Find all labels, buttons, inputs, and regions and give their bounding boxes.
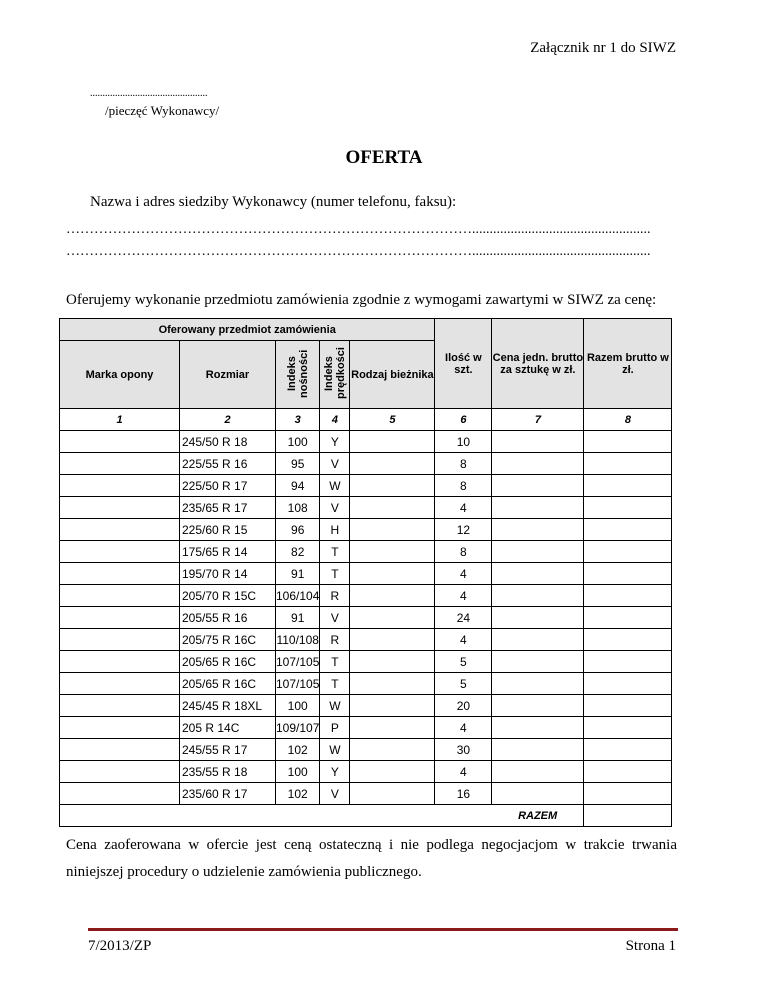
qty-cell: 20 bbox=[435, 695, 492, 717]
tread-cell[interactable] bbox=[350, 475, 435, 497]
row-total-cell[interactable] bbox=[584, 541, 672, 563]
annex-label: Załącznik nr 1 do SIWZ bbox=[530, 40, 676, 56]
speed-index-cell: R bbox=[320, 629, 350, 651]
unit-price-cell[interactable] bbox=[492, 453, 584, 475]
unit-price-cell[interactable] bbox=[492, 563, 584, 585]
row-total-cell[interactable] bbox=[584, 629, 672, 651]
speed-index-cell: W bbox=[320, 475, 350, 497]
col-header-unit-price: Cena jedn. brutto za sztukę w zł. bbox=[492, 319, 584, 409]
tread-cell[interactable] bbox=[350, 695, 435, 717]
size-cell: 225/55 R 16 bbox=[180, 453, 276, 475]
total-label: RAZEM bbox=[492, 805, 584, 827]
row-total-cell[interactable] bbox=[584, 761, 672, 783]
qty-cell: 4 bbox=[435, 563, 492, 585]
load-index-cell: 107/105 bbox=[276, 673, 320, 695]
brand-cell[interactable] bbox=[60, 695, 180, 717]
total-row bbox=[60, 805, 672, 827]
column-numbers-row bbox=[60, 409, 672, 431]
col-number: 4 bbox=[320, 409, 350, 431]
brand-cell[interactable] bbox=[60, 783, 180, 805]
unit-price-cell[interactable] bbox=[492, 717, 584, 739]
col-header-total: Razem brutto w zł. bbox=[584, 319, 672, 409]
col-header-size: Rozmiar bbox=[180, 341, 276, 409]
load-index-cell: 95 bbox=[276, 453, 320, 475]
size-cell: 195/70 R 14 bbox=[180, 563, 276, 585]
size-cell: 205 R 14C bbox=[180, 717, 276, 739]
brand-cell[interactable] bbox=[60, 563, 180, 585]
tread-cell[interactable] bbox=[350, 519, 435, 541]
qty-cell: 5 bbox=[435, 673, 492, 695]
speed-index-cell: W bbox=[320, 695, 350, 717]
table-row bbox=[60, 629, 672, 651]
col-number: 7 bbox=[492, 409, 584, 431]
brand-cell[interactable] bbox=[60, 651, 180, 673]
offer-intro: Oferujemy wykonanie przedmiotu zamówienia zgodnie z wymogami zawartymi w SIWZ za cenę: bbox=[66, 292, 657, 308]
group-header: Oferowany przedmiot zamówienia bbox=[60, 319, 435, 341]
table-row bbox=[60, 651, 672, 673]
load-index-cell: 100 bbox=[276, 431, 320, 453]
size-cell: 235/55 R 18 bbox=[180, 761, 276, 783]
size-cell: 245/45 R 18XL bbox=[180, 695, 276, 717]
brand-cell[interactable] bbox=[60, 431, 180, 453]
row-total-cell[interactable] bbox=[584, 475, 672, 497]
speed-index-cell: R bbox=[320, 585, 350, 607]
row-total-cell[interactable] bbox=[584, 563, 672, 585]
unit-price-cell[interactable] bbox=[492, 783, 584, 805]
load-index-cell: 100 bbox=[276, 695, 320, 717]
load-index-cell: 94 bbox=[276, 475, 320, 497]
size-cell: 175/65 R 14 bbox=[180, 541, 276, 563]
col-header-brand: Marka opony bbox=[60, 341, 180, 409]
size-cell: 205/55 R 16 bbox=[180, 607, 276, 629]
qty-cell: 24 bbox=[435, 607, 492, 629]
row-total-cell[interactable] bbox=[584, 717, 672, 739]
unit-price-cell[interactable] bbox=[492, 739, 584, 761]
table-row bbox=[60, 519, 672, 541]
brand-cell[interactable] bbox=[60, 519, 180, 541]
load-index-cell: 106/104 bbox=[276, 585, 320, 607]
size-cell: 225/60 R 15 bbox=[180, 519, 276, 541]
size-cell: 245/55 R 17 bbox=[180, 739, 276, 761]
col-header-speed-index: Indeks prędkości bbox=[320, 341, 350, 409]
speed-index-cell: W bbox=[320, 739, 350, 761]
qty-cell: 30 bbox=[435, 739, 492, 761]
load-index-cell: 102 bbox=[276, 739, 320, 761]
load-index-cell: 109/107 bbox=[276, 717, 320, 739]
table-row bbox=[60, 497, 672, 519]
table-row bbox=[60, 453, 672, 475]
qty-cell: 8 bbox=[435, 475, 492, 497]
speed-index-cell: T bbox=[320, 541, 350, 563]
load-index-cell: 100 bbox=[276, 761, 320, 783]
col-number: 3 bbox=[276, 409, 320, 431]
page-title: OFERTA bbox=[345, 147, 423, 168]
stamp-dots: ............................................... bbox=[90, 88, 208, 99]
col-number: 8 bbox=[584, 409, 672, 431]
row-total-cell[interactable] bbox=[584, 739, 672, 761]
tread-cell[interactable] bbox=[350, 783, 435, 805]
qty-cell: 4 bbox=[435, 497, 492, 519]
row-total-cell[interactable] bbox=[584, 453, 672, 475]
brand-cell[interactable] bbox=[60, 761, 180, 783]
table-row bbox=[60, 783, 672, 805]
table-row bbox=[60, 673, 672, 695]
size-cell: 205/65 R 16C bbox=[180, 673, 276, 695]
row-total-cell[interactable] bbox=[584, 497, 672, 519]
tread-cell[interactable] bbox=[350, 453, 435, 475]
col-number: 5 bbox=[350, 409, 435, 431]
col-header-load-index: Indeks nośności bbox=[276, 341, 320, 409]
contractor-label: Nazwa i adres siedziby Wykonawcy (numer telefonu, faksu): bbox=[90, 194, 457, 210]
load-index-cell: 102 bbox=[276, 783, 320, 805]
brand-cell[interactable] bbox=[60, 739, 180, 761]
offer-table bbox=[59, 318, 672, 827]
brand-cell[interactable] bbox=[60, 629, 180, 651]
speed-index-cell: T bbox=[320, 563, 350, 585]
tread-cell[interactable] bbox=[350, 761, 435, 783]
col-header-qty: Ilość w szt. bbox=[435, 319, 492, 409]
row-total-cell[interactable] bbox=[584, 585, 672, 607]
qty-cell: 5 bbox=[435, 651, 492, 673]
load-index-cell: 82 bbox=[276, 541, 320, 563]
size-cell: 205/75 R 16C bbox=[180, 629, 276, 651]
unit-price-cell[interactable] bbox=[492, 541, 584, 563]
load-index-cell: 91 bbox=[276, 607, 320, 629]
size-cell: 205/65 R 16C bbox=[180, 651, 276, 673]
row-total-cell[interactable] bbox=[584, 607, 672, 629]
tread-cell[interactable] bbox=[350, 673, 435, 695]
brand-cell[interactable] bbox=[60, 453, 180, 475]
table-row bbox=[60, 563, 672, 585]
brand-cell[interactable] bbox=[60, 585, 180, 607]
unit-price-cell[interactable] bbox=[492, 475, 584, 497]
brand-cell[interactable] bbox=[60, 475, 180, 497]
tread-cell[interactable] bbox=[350, 651, 435, 673]
speed-index-cell: V bbox=[320, 607, 350, 629]
brand-cell[interactable] bbox=[60, 673, 180, 695]
qty-cell: 12 bbox=[435, 519, 492, 541]
size-cell: 205/70 R 15C bbox=[180, 585, 276, 607]
table-row bbox=[60, 761, 672, 783]
table-row bbox=[60, 695, 672, 717]
size-cell: 225/50 R 17 bbox=[180, 475, 276, 497]
qty-cell: 8 bbox=[435, 541, 492, 563]
table-row bbox=[60, 475, 672, 497]
row-total-cell[interactable] bbox=[584, 695, 672, 717]
speed-index-cell: T bbox=[320, 651, 350, 673]
closing-text: Cena zaoferowana w ofercie jest ceną ostateczną i nie podlega negocjacjom w trakcie trwania niniejszej procedury o udzielenie zamówienia publicznego. bbox=[66, 837, 677, 880]
speed-index-cell: T bbox=[320, 673, 350, 695]
unit-price-cell[interactable] bbox=[492, 585, 584, 607]
tread-cell[interactable] bbox=[350, 717, 435, 739]
qty-cell: 16 bbox=[435, 783, 492, 805]
brand-cell[interactable] bbox=[60, 497, 180, 519]
size-cell: 235/65 R 17 bbox=[180, 497, 276, 519]
speed-index-cell: H bbox=[320, 519, 350, 541]
dotted-line-1: ……………………………………………………………………………................................................... bbox=[66, 222, 651, 237]
qty-cell: 8 bbox=[435, 453, 492, 475]
tread-cell[interactable] bbox=[350, 563, 435, 585]
footer-ref: 7/2013/ZP bbox=[88, 938, 152, 954]
page-number: Strona 1 bbox=[625, 938, 676, 954]
unit-price-cell[interactable] bbox=[492, 651, 584, 673]
total-value-cell[interactable] bbox=[584, 805, 672, 827]
qty-cell: 4 bbox=[435, 717, 492, 739]
qty-cell: 4 bbox=[435, 761, 492, 783]
speed-index-cell: V bbox=[320, 497, 350, 519]
load-index-cell: 96 bbox=[276, 519, 320, 541]
brand-cell[interactable] bbox=[60, 541, 180, 563]
table-row bbox=[60, 717, 672, 739]
unit-price-cell[interactable] bbox=[492, 519, 584, 541]
qty-cell: 4 bbox=[435, 629, 492, 651]
col-number: 2 bbox=[180, 409, 276, 431]
tread-cell[interactable] bbox=[350, 585, 435, 607]
speed-index-cell: P bbox=[320, 717, 350, 739]
load-index-cell: 110/108 bbox=[276, 629, 320, 651]
unit-price-cell[interactable] bbox=[492, 761, 584, 783]
table-row bbox=[60, 607, 672, 629]
row-total-cell[interactable] bbox=[584, 673, 672, 695]
col-number: 1 bbox=[60, 409, 180, 431]
row-total-cell[interactable] bbox=[584, 519, 672, 541]
tread-cell[interactable] bbox=[350, 607, 435, 629]
table-row bbox=[60, 739, 672, 761]
table-row bbox=[60, 585, 672, 607]
brand-cell[interactable] bbox=[60, 717, 180, 739]
load-index-cell: 108 bbox=[276, 497, 320, 519]
unit-price-cell[interactable] bbox=[492, 695, 584, 717]
row-total-cell[interactable] bbox=[584, 651, 672, 673]
col-header-tread: Rodzaj bieżnika bbox=[350, 341, 435, 409]
unit-price-cell[interactable] bbox=[492, 673, 584, 695]
brand-cell[interactable] bbox=[60, 607, 180, 629]
qty-cell: 4 bbox=[435, 585, 492, 607]
tread-cell[interactable] bbox=[350, 497, 435, 519]
speed-index-cell: V bbox=[320, 453, 350, 475]
unit-price-cell[interactable] bbox=[492, 497, 584, 519]
tread-cell[interactable] bbox=[350, 431, 435, 453]
size-cell: 245/50 R 18 bbox=[180, 431, 276, 453]
stamp-label: /pieczęć Wykonawcy/ bbox=[105, 103, 220, 118]
col-number: 6 bbox=[435, 409, 492, 431]
unit-price-cell[interactable] bbox=[492, 629, 584, 651]
tread-cell[interactable] bbox=[350, 541, 435, 563]
load-index-cell: 107/105 bbox=[276, 651, 320, 673]
load-index-cell: 91 bbox=[276, 563, 320, 585]
dotted-line-2: ……………………………………………………………………………................................................... bbox=[66, 244, 651, 259]
unit-price-cell[interactable] bbox=[492, 607, 584, 629]
tread-cell[interactable] bbox=[350, 629, 435, 651]
tread-cell[interactable] bbox=[350, 739, 435, 761]
table-row bbox=[60, 541, 672, 563]
row-total-cell[interactable] bbox=[584, 783, 672, 805]
size-cell: 235/60 R 17 bbox=[180, 783, 276, 805]
footer-rule bbox=[88, 928, 678, 931]
speed-index-cell: Y bbox=[320, 761, 350, 783]
qty-cell: 10 bbox=[435, 431, 492, 453]
table-row bbox=[60, 431, 672, 453]
unit-price-cell[interactable] bbox=[492, 431, 584, 453]
speed-index-cell: V bbox=[320, 783, 350, 805]
row-total-cell[interactable] bbox=[584, 431, 672, 453]
speed-index-cell: Y bbox=[320, 431, 350, 453]
